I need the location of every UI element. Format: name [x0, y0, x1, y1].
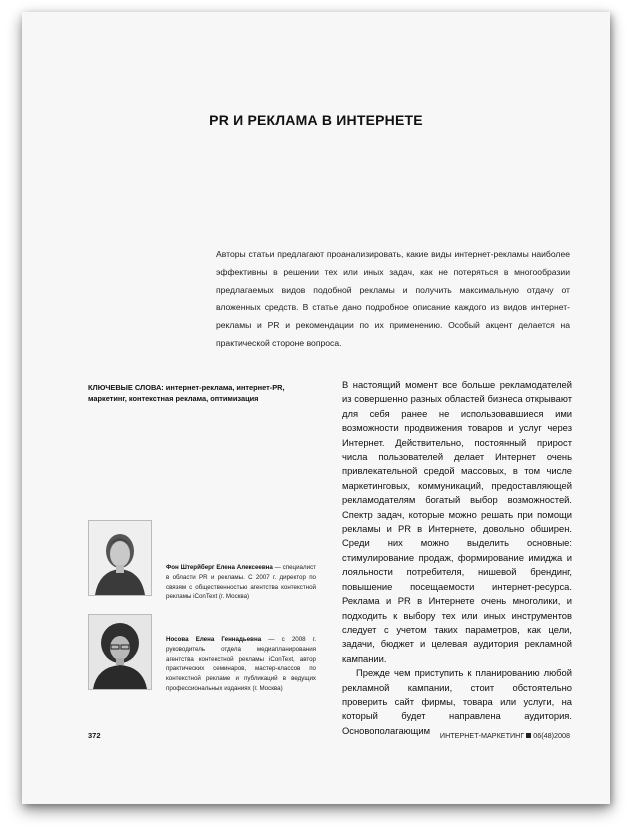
author-name-1: Фон Штерйберг Елена Алексеевна — [166, 564, 273, 571]
article-keywords: КЛЮЧЕВЫЕ СЛОВА: интернет-реклама, интернет-PR, маркетинг, контекстная реклама, оптимизация — [88, 383, 285, 403]
author-bio-text-1: — специалист в области PR и рекламы. С 2007 г. директор по связям с общественностью агентства контекстной рекламы iConText (г. Москва) — [166, 564, 316, 601]
article-title: PR И РЕКЛАМА В ИНТЕРНЕТЕ — [209, 112, 423, 128]
author-portrait-1-image — [89, 521, 151, 595]
author-photo-2 — [88, 614, 152, 690]
body-paragraph-2: Прежде чем приступить к планированию любой рекламной кампании, стоит обстоятельно проверить сайт фирмы, товара или услуги, на который будет направлена аудитория. Основополагающим — [342, 667, 572, 736]
magazine-page — [22, 12, 610, 804]
body-paragraph-1: В настоящий момент все больше рекламодателей из совершенно разных областей бизнеса открывают для себя ранее не использовавшиеся ими возможности продвижения товаров и услуг через Интернет. Действительно, постоянный прирост числа пользователей делает Интернет очень привлекательной средой массовых, в том числе маркетинговых, коммуникаций, предоставляющей рекламодателям богатый выбор возможностей. Спектр задач, которые можно решать при помощи рекламы и PR в Интернете, довольно обширен. Среди них можно выделить основные: стимулирование продаж, формирование имиджа и лояльности потребителя, нишевой брендинг, повышение посещаемости интернет-ресурса. Реклама и PR в Интернете очень многолики, и подходить к выбору тех или иных инструментов следует с учетом таких параметров, как цели, задачи, бюджет и целевая аудитория рекламной кампании. — [342, 379, 572, 664]
author-photo-1 — [88, 520, 152, 596]
page-number: 372 — [88, 731, 101, 740]
author-bio-1 — [166, 563, 316, 602]
author-bio-2 — [166, 635, 316, 694]
author-portrait-2-image — [89, 615, 151, 689]
article-body — [342, 378, 572, 738]
journal-issue: 06(48)2008 — [533, 731, 570, 740]
author-name-2: Носова Елена Геннадьевна — [166, 636, 262, 643]
journal-name: ИНТЕРНЕТ-МАРКЕТИНГ — [439, 731, 525, 740]
square-separator-icon — [526, 733, 531, 738]
article-abstract: Авторы статьи предлагают проанализировать, какие виды интернет-рекламы наиболее эффективны в решении тех или иных задач, как не потеряться в многообразии предлагаемых видов подобной рекламы и получить максимальную отдачу от вложенных средств. В статье дано подробное описание каждого из видов интернет-рекламы и PR и рекомендации по их применению. Особый акцент делается на практической стороне вопроса. — [216, 249, 570, 348]
author-bio-text-2: — с 2008 г. руководитель отдела медиапланирования агентства контекстной рекламы iConText, автор практических семинаров, мастер-классов по контекстной рекламе и публикаций в ведущих профессиональных изданиях (г. Москва) — [166, 636, 316, 692]
journal-footer — [440, 731, 570, 740]
